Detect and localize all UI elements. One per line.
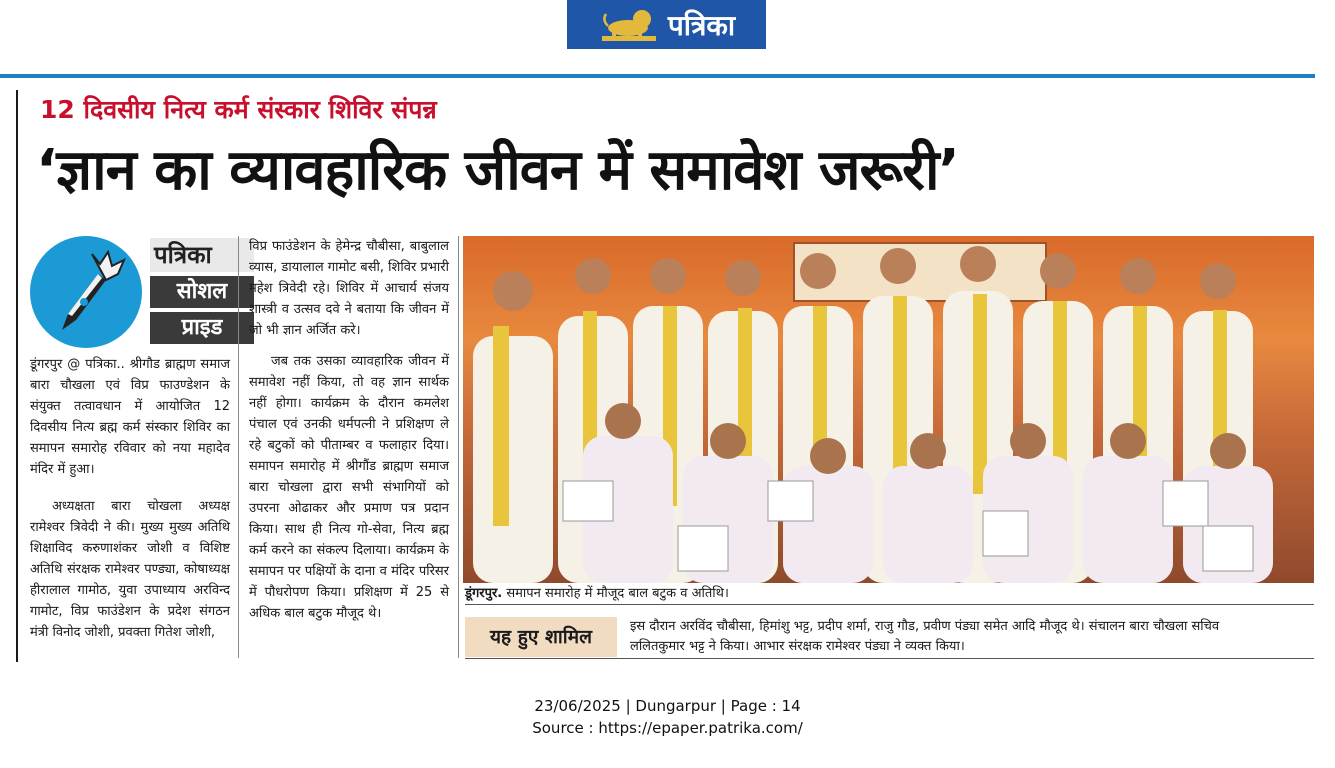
article-column-1-cont bbox=[30, 496, 230, 643]
paragraph: जब तक उसका व्यावहारिक जीवन में समावेश नहीं किया, तो वह ज्ञान सार्थक नहीं होगा। कार्यक्रम के दौरान कमलेश पंचाल एवं उनकी धर्मपत्नी ने प्रशिक्षण ले रहे बटुकों को पीताम्बर व फलाहार दिया। समापन समारोह में श्रीगौंड ब्राह्मण समाज बारा चोखला द्वारा सभी संभागियों को उपरना ओढाकर और प्रमाण पत्र प्रदान किया। साथ ही नित्य गो-सेवा, नित्य ब्रह्म कर्म करने का संकल्प दिलाया। कार्यक्रम के समापन पर पक्षियों के दाना व मंदिर परिसर में पौधरोपण किया। प्रशिक्षण में 25 से अधिक बाल बटुक मौजूद थे। bbox=[249, 354, 449, 621]
article-left-border bbox=[16, 90, 18, 662]
group-people-illustration bbox=[463, 236, 1314, 583]
lion-emblem-icon bbox=[598, 6, 660, 44]
column-divider bbox=[458, 236, 459, 658]
article-column-2-cont bbox=[249, 351, 449, 624]
footer-source-line: Source : https://epaper.patrika.com/ bbox=[532, 719, 803, 737]
masthead-brand: पत्रिका bbox=[667, 8, 736, 42]
masthead-logo bbox=[567, 0, 766, 49]
paragraph: डूंगरपुर @ पत्रिका.. श्रीगौड ब्राह्मण समाज बारा चौखला एवं विप्र फाउण्डेशन के संयुक्त तत्वावधान में आयोजित 12 दिवसीय नित्य ब्रह्म कर्म संस्कार शिविर का समापन समारोह रविवार को नया महादेव मंदिर में हुआ। bbox=[30, 357, 230, 477]
paragraph: अध्यक्षता बारा चोखला अध्यक्ष रामेश्वर त्रिवेदी ने की। मुख्य मुख्य अतिथि शिक्षाविद करुणाशंकर जोशी व विशिष्ट अतिथि संरक्षक रामेश्वर पण्ड्या, कोषाध्यक्ष हीरालाल गामोठ, युवा उपाध्याय अरविन्द गामोट, विप्र फाउंडेशन के प्रदेश संगठन मंत्री विनोद जोशी, प्रवक्ता गितेश जोशी, bbox=[30, 499, 230, 640]
caption-place: डूंगरपुर. bbox=[465, 586, 503, 601]
article-headline: ‘ज्ञान का व्यावहारिक जीवन में समावेश जरूरी’ bbox=[36, 138, 959, 203]
included-line-1: इस दौरान अरविंद चौबीसा, हिमांशु भट्ट, प्रदीप शर्मा, राजु गौड, प्रवीण पंड्या समेत आदि मौजूद थे। संचालन बारा चौखला सचिव bbox=[630, 619, 1220, 634]
caption-text: समापन समारोह में मौजूद बाल बटुक व अतिथि। bbox=[502, 586, 729, 601]
included-label: यह हुए शामिल bbox=[490, 626, 592, 648]
badge-line3: प्राइड bbox=[150, 312, 254, 344]
included-label-box bbox=[465, 617, 617, 657]
footer-date-line: 23/06/2025 | Dungarpur | Page : 14 bbox=[534, 697, 801, 715]
badge-line1: पत्रिका bbox=[150, 238, 254, 272]
pen-nib-icon bbox=[48, 250, 128, 334]
group-photo bbox=[463, 236, 1314, 583]
included-text bbox=[630, 617, 1314, 657]
paragraph: विप्र फाउंडेशन के हेमेन्द्र चौबीसा, बाबुलाल व्यास, डायालाल गामोट बसी, शिविर प्रभारी महेश त्रिवेदी रहे। शिविर में आचार्य संजय शास्त्री व उत्सव दवे ने बताया कि जीवन में जो भी ज्ञान अर्जित करे। bbox=[249, 239, 449, 338]
badge-line2: सोशल bbox=[150, 276, 254, 308]
included-line-2: ललितकुमार भट्ट ने किया। आभार संरक्षक रामेश्वर पंड्या ने व्यक्त किया। bbox=[630, 639, 965, 654]
header-rule bbox=[0, 74, 1315, 78]
article-column-2 bbox=[249, 236, 449, 341]
included-bottom-rule bbox=[465, 658, 1314, 659]
column-divider bbox=[238, 236, 239, 658]
article-column-1 bbox=[30, 354, 230, 480]
photo-caption bbox=[465, 584, 1314, 605]
social-pride-badge bbox=[30, 236, 235, 348]
article-kicker: 12 दिवसीय नित्य कर्म संस्कार शिविर संपन्न bbox=[40, 95, 437, 124]
